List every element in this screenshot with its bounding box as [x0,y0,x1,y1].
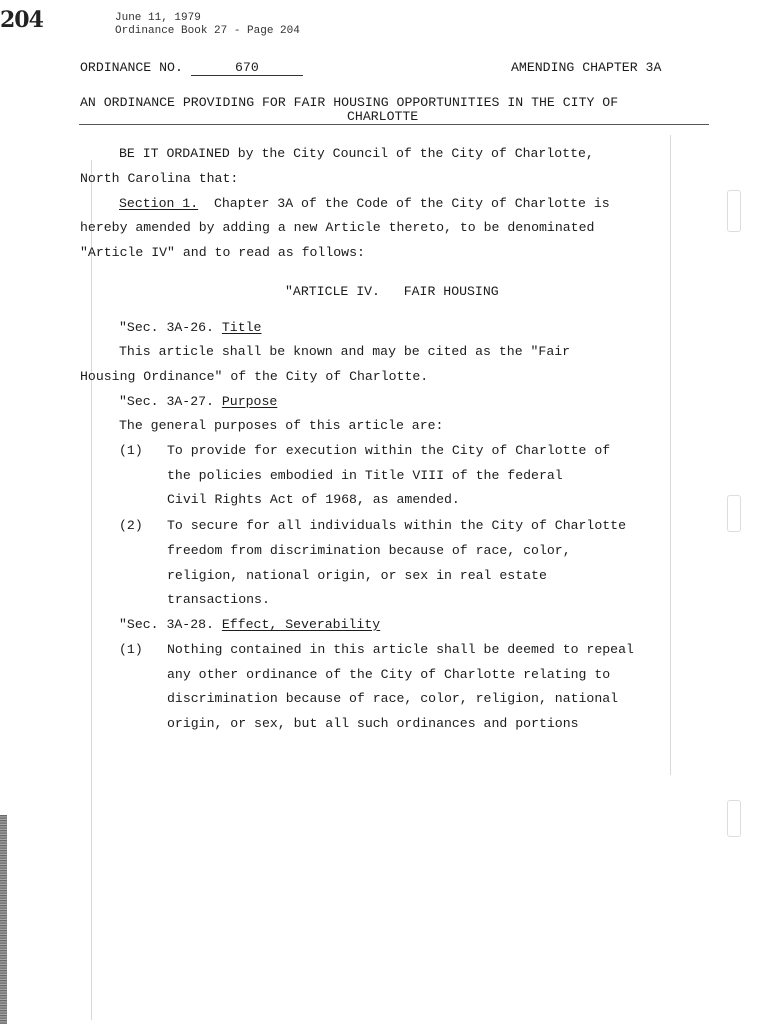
scan-edge-artifact [0,815,7,1024]
header-book-ref: Ordinance Book 27 - Page 204 [115,25,300,37]
ordinance-number-line [80,60,303,76]
sec28-prefix: "Sec. 3A-28. [119,617,214,632]
item2-text: To secure for all individuals within the City of Charlotte [167,518,626,533]
scan-blot [727,190,741,232]
section1-line: "Article IV" and to read as follows: [80,245,365,260]
item2-text: religion, national origin, or sex in real estate [167,568,547,583]
item3-text: discrimination because of race, color, religion, national [167,691,619,706]
ordinance-number: 670 [191,60,303,76]
ordinance-title-line1: AN ORDINANCE PROVIDING FOR FAIR HOUSING OPPORTUNITIES IN THE CITY OF [80,95,619,110]
scan-blot [727,495,741,532]
section1-line: hereby amended by adding a new Article thereto, to be denominated [80,220,595,235]
item2-number: (2) [119,518,143,533]
item1-number: (1) [119,443,143,458]
item1-text: the policies embodied in Title VIII of the federal [167,468,563,483]
scan-blot [727,800,741,837]
sec28-title: Effect, Severability [221,617,381,632]
item1-text: To provide for execution within the City of Charlotte of [167,443,611,458]
sec26-title: Title [221,320,262,335]
item3-text: Nothing contained in this article shall be deemed to repeal [167,642,634,657]
section1-text: Chapter 3A of the Code of the City of Charlotte is [213,196,610,211]
item3-number: (1) [119,642,143,657]
item3-text: origin, or sex, but all such ordinances and portions [167,716,579,731]
ordinance-label: ORDINANCE NO. [80,60,183,75]
amending-chapter: AMENDING CHAPTER 3A [511,60,662,75]
sec26-text: This article shall be known and may be cited as the "Fair [119,344,571,359]
article-heading: "ARTICLE IV. FAIR HOUSING [285,284,499,299]
scan-margin-line-left [91,160,92,1020]
page-number: 204 [0,7,43,33]
title-rule [79,124,709,125]
sec27-prefix: "Sec. 3A-27. [119,394,214,409]
section1-line [119,196,610,211]
section1-label: Section 1. [119,196,199,211]
preamble-line: BE IT ORDAINED by the City Council of the City of Charlotte, [119,146,594,161]
sec27-heading [119,394,277,409]
sec26-text: Housing Ordinance" of the City of Charlotte. [80,369,429,384]
item2-text: freedom from discrimination because of race, color, [167,543,571,558]
scan-margin-line [670,135,671,775]
item1-text: Civil Rights Act of 1968, as amended. [167,492,460,507]
header-date: June 11, 1979 [115,12,201,24]
sec27-title: Purpose [221,394,278,409]
item2-text: transactions. [167,592,270,607]
sec27-intro: The general purposes of this article are: [119,418,444,433]
preamble-line: North Carolina that: [80,171,239,186]
sec26-prefix: "Sec. 3A-26. [119,320,214,335]
ordinance-title-line2: CHARLOTTE [347,109,419,124]
item3-text: any other ordinance of the City of Charlotte relating to [167,667,611,682]
sec26-heading [119,320,261,335]
sec28-heading [119,617,380,632]
